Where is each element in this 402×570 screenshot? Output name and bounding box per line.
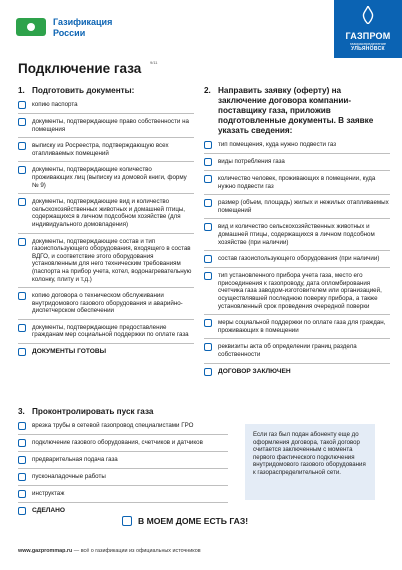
section-3-title (18, 407, 228, 417)
divider (18, 233, 194, 234)
checklist-item (18, 292, 194, 315)
divider (18, 161, 194, 162)
item-label: тип помещения, куда нужно подвести газ (218, 141, 337, 148)
checkbox[interactable] (18, 348, 26, 356)
item-label: врезка трубы в сетевой газопровод специалистами ГРО (32, 422, 194, 429)
checklist-item (18, 324, 194, 339)
page-title: Подключение газа (18, 61, 142, 76)
checkbox[interactable] (18, 473, 26, 481)
checklist-item (204, 343, 390, 358)
checklist-item (204, 272, 390, 310)
divider (204, 338, 390, 339)
section-1-number: 1. (18, 86, 25, 95)
divider (18, 485, 228, 486)
gazprom-logo (334, 0, 402, 58)
item-label: ДОГОВОР ЗАКЛЮЧЕН (218, 367, 291, 375)
divider (18, 113, 194, 114)
section-2-title (204, 86, 390, 136)
divider (204, 153, 390, 154)
checkbox[interactable] (204, 272, 212, 280)
item-label: количество человек, проживающих в помещении, куда нужно подвести газ (218, 175, 376, 190)
item-label: документы, подтверждающие вид и количество сельскохозяйственных животных и домашней птицы, содержащихся в личном подсобном хозяйстве (для индивидуального домовладения) (32, 198, 186, 228)
checklist-item (204, 319, 390, 334)
checklist-item (18, 101, 194, 109)
section-3-heading: Проконтролировать пуск газа (32, 407, 154, 416)
checkbox[interactable] (204, 158, 212, 166)
section-2-number: 2. (204, 86, 211, 95)
checkbox[interactable] (122, 516, 132, 526)
brand-line-2: России (53, 28, 86, 38)
gasification-logo-icon (16, 18, 46, 36)
item-label: копию договора о техническом обслуживании внутридомового газового оборудования и аварийно-диспетчерском обеспечении (32, 292, 183, 315)
checkbox[interactable] (204, 368, 212, 376)
checkbox[interactable] (18, 166, 26, 174)
item-label: инструктаж (32, 490, 65, 497)
section-1-title (18, 86, 194, 96)
info-note: Если газ был подан абоненту еще до оформления договора, такой договор считается заключенным с момента первого фактического подключения внутридомового газового оборудования к газораспределительной сети. (245, 424, 375, 500)
section-1-heading: Подготовить документы: (32, 86, 135, 95)
checklist-item (204, 175, 390, 190)
checklist-item (18, 490, 228, 498)
checklist-item (204, 199, 390, 214)
item-label: документы, подтверждающие количество проживающих лиц (выписку из домовой книги, форму № 9) (32, 166, 187, 189)
checklist-item (204, 141, 390, 149)
item-label: предварительная подача газа (32, 456, 118, 463)
gazprom-name: ГАЗПРОМ (345, 31, 391, 41)
item-label: подключение газового оборудования, счетчиков и датчиков (32, 439, 203, 446)
checklist-item (18, 142, 194, 157)
checkbox[interactable] (18, 101, 26, 109)
checkbox[interactable] (18, 238, 26, 246)
final-label: В МОЕМ ДОМЕ ЕСТЬ ГАЗ! (138, 516, 249, 526)
checkbox[interactable] (204, 223, 212, 231)
divider (18, 287, 194, 288)
checkbox[interactable] (18, 142, 26, 150)
flame-icon (361, 6, 375, 24)
item-label: виды потребления газа (218, 158, 285, 165)
section-gas-launch (18, 407, 228, 519)
contract-signed-item (204, 368, 390, 376)
divider (18, 137, 194, 138)
checkbox[interactable] (18, 292, 26, 300)
checklist-item (204, 255, 390, 263)
divider (18, 319, 194, 320)
checklist-item (18, 439, 228, 447)
item-label: пусконаладочные работы (32, 473, 106, 480)
checklist-item (18, 238, 194, 284)
checkbox[interactable] (204, 175, 212, 183)
checkbox[interactable] (204, 319, 212, 327)
checklist-item (204, 223, 390, 246)
page-number: 9/11 (150, 60, 158, 65)
done-item (18, 507, 228, 515)
checkbox[interactable] (204, 255, 212, 263)
header (0, 0, 402, 50)
item-label: документы, подтверждающие право собственности на помещения (32, 118, 189, 133)
brand-title (53, 17, 112, 39)
item-label: тип установленного прибора учета газа, место его присоединения к газопроводу, дата опломбирования счетчика газа заводом-изготовителем или организацией, осуществлявшей последнюю поверку прибора, а также установленный срок проведения очередной поверки (218, 272, 382, 310)
item-label: состав газоиспользующего оборудования (при наличии) (218, 255, 380, 263)
checklist-item (18, 456, 228, 464)
divider (18, 451, 228, 452)
checklist-item (18, 473, 228, 481)
section-2-heading: Направить заявку (оферту) на заключение договора компании-поставщику газа, приложив подготовленные документы. В заявке указать сведения: (218, 86, 374, 135)
item-label: меры социальной поддержки по оплате газа для граждан, проживающих в помещении (218, 319, 386, 334)
checkbox[interactable] (18, 422, 26, 430)
divider (204, 250, 390, 251)
checklist-item (18, 198, 194, 228)
divider (18, 193, 194, 194)
divider (18, 468, 228, 469)
checkbox[interactable] (204, 343, 212, 351)
checkbox[interactable] (18, 456, 26, 464)
divider (204, 194, 390, 195)
checkbox[interactable] (18, 118, 26, 126)
divider (18, 434, 228, 435)
item-label: СДЕЛАНО (32, 507, 66, 514)
footer-site-link[interactable]: www.gazprommap.ru (18, 548, 73, 554)
final-check (122, 516, 248, 526)
divider (204, 170, 390, 171)
footer (18, 548, 201, 554)
section-3-number: 3. (18, 407, 25, 416)
checkbox[interactable] (18, 490, 26, 498)
checklist-item (204, 158, 390, 166)
item-label: размер (объем, площадь) жилых и нежилых отапливаемых помещений (218, 199, 389, 214)
item-label: документы, подтверждающие предоставление гражданам мер социальной поддержки по оплате газа (32, 323, 189, 339)
brand-line-1: Газификация (53, 17, 113, 27)
section-application (204, 86, 390, 380)
documents-ready-item (18, 348, 194, 356)
divider (204, 363, 390, 364)
section-documents (18, 86, 194, 360)
checkbox[interactable] (204, 199, 212, 207)
gazprom-sub: газораспределение (349, 41, 387, 46)
gazprom-city: УЛЬЯНОВСК (351, 46, 385, 52)
divider (204, 267, 390, 268)
checkbox[interactable] (18, 507, 26, 515)
divider (204, 218, 390, 219)
item-label: вид и количество сельскохозяйственных животных и домашней птицы, содержащихся в личном подсобном хозяйстве (при наличии) (218, 223, 375, 246)
divider (204, 314, 390, 315)
checkbox[interactable] (18, 439, 26, 447)
item-label: документы, подтверждающие состав и тип газоиспользующего оборудования, входящего в состав ВДГО, и соответствие этого оборудования установленным для него техническим требованиям (паспорта на прибор учета, котел, водонагревательную колонку, плиту и т.д.) (32, 237, 192, 283)
item-label: копию паспорта (32, 101, 78, 108)
checkbox[interactable] (18, 324, 26, 332)
checklist-item (18, 118, 194, 133)
checkbox[interactable] (18, 198, 26, 206)
checklist-item (18, 422, 228, 430)
divider (18, 502, 228, 503)
footer-text: — всё о газификации из официальных источников (72, 548, 201, 554)
checkbox[interactable] (204, 141, 212, 149)
item-label: реквизиты акта об определении границ раздела собственности (218, 343, 357, 358)
divider (18, 343, 194, 344)
checklist-item (18, 166, 194, 189)
item-label: выписку из Росреестра, подтверждающую всех отапливаемых помещений (32, 142, 169, 157)
item-label: ДОКУМЕНТЫ ГОТОВЫ (32, 348, 107, 356)
